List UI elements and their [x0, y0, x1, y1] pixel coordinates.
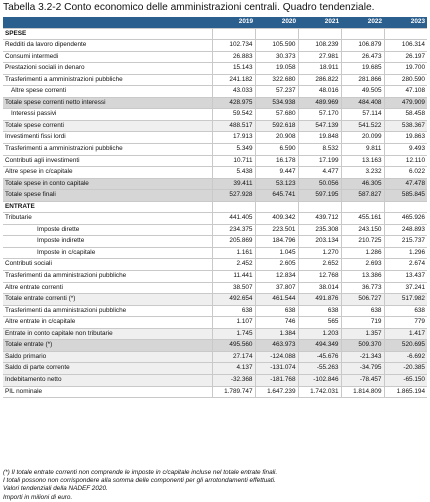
value-cell: 2.693 [341, 259, 384, 271]
note-line: Valori tendenziali della NADEF 2020. [3, 485, 108, 493]
value-cell: 48.016 [298, 86, 341, 98]
table-row [3, 132, 427, 144]
value-cell: 1.384 [255, 328, 298, 340]
value-cell: 57.170 [298, 109, 341, 121]
value-cell: 19.863 [384, 132, 427, 144]
table-row [3, 120, 427, 132]
value-cell: 1.417 [384, 328, 427, 340]
value-cell: 489.969 [298, 97, 341, 109]
value-cell: 2.452 [212, 259, 255, 271]
value-cell [255, 201, 298, 213]
value-cell: 455.161 [341, 213, 384, 225]
value-cell: 746 [255, 317, 298, 329]
value-cell: 27.981 [298, 51, 341, 63]
value-cell: 597.195 [298, 190, 341, 202]
value-cell: 1.296 [384, 247, 427, 259]
table-row [3, 247, 427, 259]
value-cell: 638 [384, 305, 427, 317]
value-cell: 592.618 [255, 120, 298, 132]
table-row [3, 86, 427, 98]
value-cell: 645.741 [255, 190, 298, 202]
value-cell: -45.676 [298, 351, 341, 363]
value-cell: 587.827 [341, 190, 384, 202]
table-row [3, 328, 427, 340]
value-cell: 12.110 [384, 155, 427, 167]
value-cell [341, 28, 384, 40]
value-cell: 18.911 [298, 63, 341, 75]
value-cell: 58.458 [384, 109, 427, 121]
table-row [3, 340, 427, 352]
value-cell: 5.438 [212, 167, 255, 179]
value-cell: 492.654 [212, 294, 255, 306]
row-label: ENTRATE [3, 201, 212, 213]
value-cell: 4.477 [298, 167, 341, 179]
value-cell: 20.099 [341, 132, 384, 144]
table-row [3, 374, 427, 386]
value-cell: 13.163 [341, 155, 384, 167]
value-cell: -34.795 [341, 363, 384, 375]
value-cell: 57.237 [255, 86, 298, 98]
table-row [3, 155, 427, 167]
value-cell: 17.199 [298, 155, 341, 167]
value-cell: 517.982 [384, 294, 427, 306]
value-cell: 538.367 [384, 120, 427, 132]
value-cell: 38.507 [212, 282, 255, 294]
value-cell: -102.846 [298, 374, 341, 386]
value-cell: 441.405 [212, 213, 255, 225]
value-cell: -181.768 [255, 374, 298, 386]
value-cell: 1.742.031 [298, 386, 341, 398]
economic-account-table [3, 17, 427, 398]
value-cell: 527.928 [212, 190, 255, 202]
value-cell: 43.033 [212, 86, 255, 98]
value-cell: 541.522 [341, 120, 384, 132]
value-cell: 27.174 [212, 351, 255, 363]
value-cell: 322.680 [255, 74, 298, 86]
table-title: Tabella 3.2-2 Conto economico delle amministrazioni centrali. Quadro tendenziale. [3, 2, 375, 13]
value-cell: 479.909 [384, 97, 427, 109]
value-cell [255, 28, 298, 40]
row-label: Tributarie [3, 213, 212, 225]
value-cell: 1.814.809 [341, 386, 384, 398]
row-label: Contributi sociali [3, 259, 212, 271]
value-cell: 506.727 [341, 294, 384, 306]
value-cell: 2.652 [298, 259, 341, 271]
value-cell: 210.725 [341, 236, 384, 248]
table-row [3, 63, 427, 75]
value-cell: 57.114 [341, 109, 384, 121]
table-row [3, 40, 427, 52]
value-cell: 37.241 [384, 282, 427, 294]
row-label: Prestazioni sociali in denaro [3, 63, 212, 75]
table-row [3, 317, 427, 329]
year-header: 2023 [384, 17, 427, 28]
value-cell: -131.074 [255, 363, 298, 375]
table-row [3, 282, 427, 294]
row-label: SPESE [3, 28, 212, 40]
value-cell: 215.737 [384, 236, 427, 248]
value-cell: 491.876 [298, 294, 341, 306]
value-cell: 19.058 [255, 63, 298, 75]
row-label: Trasferimenti da amministrazioni pubbliche [3, 271, 212, 283]
value-cell: 47.108 [384, 86, 427, 98]
value-cell: 10.711 [212, 155, 255, 167]
value-cell: 638 [298, 305, 341, 317]
value-cell [298, 201, 341, 213]
value-cell: 484.408 [341, 97, 384, 109]
table-row [3, 363, 427, 375]
value-cell: 223.501 [255, 224, 298, 236]
value-cell: -55.263 [298, 363, 341, 375]
year-header: 2019 [212, 17, 255, 28]
value-cell: 779 [384, 317, 427, 329]
value-cell: -78.457 [341, 374, 384, 386]
row-label: Redditi da lavoro dipendente [3, 40, 212, 52]
value-cell: 108.239 [298, 40, 341, 52]
row-label: Totale entrate correnti (*) [3, 294, 212, 306]
value-cell: 59.542 [212, 109, 255, 121]
value-cell [212, 28, 255, 40]
value-cell: 9.447 [255, 167, 298, 179]
value-cell: 1.286 [341, 247, 384, 259]
note-line: (*) Il totale entrate correnti non comprende le imposte in c/capitale incluse nel totale entrate finali. [3, 469, 278, 476]
value-cell [384, 201, 427, 213]
value-cell: 1.745 [212, 328, 255, 340]
value-cell: 9.811 [341, 144, 384, 156]
value-cell: 39.411 [212, 178, 255, 190]
table-body [3, 28, 427, 398]
year-header: 2022 [341, 17, 384, 28]
value-cell: 1.357 [341, 328, 384, 340]
value-cell [341, 201, 384, 213]
value-cell: -32.368 [212, 374, 255, 386]
value-cell: 36.773 [341, 282, 384, 294]
value-cell: 241.182 [212, 74, 255, 86]
value-cell: 638 [255, 305, 298, 317]
value-cell: 1.161 [212, 247, 255, 259]
value-cell: 105.590 [255, 40, 298, 52]
value-cell: 3.232 [341, 167, 384, 179]
row-label: Imposte dirette [3, 224, 212, 236]
row-label: Totale entrate (*) [3, 340, 212, 352]
table-notes [3, 469, 427, 502]
note-line: Importi in milioni di euro. [3, 493, 73, 501]
value-cell: 2.674 [384, 259, 427, 271]
value-cell: 6.022 [384, 167, 427, 179]
row-label: Trasferimenti a amministrazioni pubbliche [3, 74, 212, 86]
value-cell: 19.848 [298, 132, 341, 144]
value-cell: 46.305 [341, 178, 384, 190]
year-header: 2021 [298, 17, 341, 28]
value-cell [212, 201, 255, 213]
row-label: Interessi passivi [3, 109, 212, 121]
value-cell: 428.975 [212, 97, 255, 109]
row-label: Totale spese finali [3, 190, 212, 202]
value-cell: -65.150 [384, 374, 427, 386]
row-label: Saldo di parte corrente [3, 363, 212, 375]
row-label: Imposte in c/capitale [3, 247, 212, 259]
value-cell: 53.123 [255, 178, 298, 190]
row-label: Saldo primario [3, 351, 212, 363]
value-cell: 102.734 [212, 40, 255, 52]
table-row [3, 167, 427, 179]
value-cell: 30.373 [255, 51, 298, 63]
table-row [3, 386, 427, 398]
value-cell [384, 28, 427, 40]
row-label: Trasferimenti a amministrazioni pubbliche [3, 144, 212, 156]
value-cell: 26.197 [384, 51, 427, 63]
value-cell: 106.879 [341, 40, 384, 52]
table-row [3, 190, 427, 202]
value-cell: 465.926 [384, 213, 427, 225]
value-cell: 19.700 [384, 63, 427, 75]
row-label: Totale spese correnti [3, 120, 212, 132]
table-row [3, 236, 427, 248]
value-cell: 281.866 [341, 74, 384, 86]
table-row [3, 201, 427, 213]
value-cell: 638 [341, 305, 384, 317]
row-label: Entrate in conto capitale non tributarie [3, 328, 212, 340]
table-row [3, 51, 427, 63]
value-cell: 5.349 [212, 144, 255, 156]
value-cell: 8.532 [298, 144, 341, 156]
value-cell: 6.590 [255, 144, 298, 156]
row-label: Altre entrate in c/capitale [3, 317, 212, 329]
row-label: Indebitamento netto [3, 374, 212, 386]
row-label: Altre entrate correnti [3, 282, 212, 294]
table-row [3, 109, 427, 121]
table-row [3, 259, 427, 271]
value-cell: -124.088 [255, 351, 298, 363]
value-cell: 13.437 [384, 271, 427, 283]
table-row [3, 178, 427, 190]
value-cell: 37.807 [255, 282, 298, 294]
value-cell: 16.178 [255, 155, 298, 167]
value-cell: 286.822 [298, 74, 341, 86]
table-row [3, 213, 427, 225]
value-cell: 494.349 [298, 340, 341, 352]
value-cell: 509.370 [341, 340, 384, 352]
value-cell: 49.505 [341, 86, 384, 98]
row-label: Altre spese in c/capitale [3, 167, 212, 179]
value-cell: 26.883 [212, 51, 255, 63]
value-cell: 1.789.747 [212, 386, 255, 398]
table-row [3, 97, 427, 109]
value-cell: 1.647.239 [255, 386, 298, 398]
value-cell: 57.680 [255, 109, 298, 121]
row-label: Contributi agli investimenti [3, 155, 212, 167]
value-cell: 19.685 [341, 63, 384, 75]
row-label: Investimenti fissi lordi [3, 132, 212, 144]
value-cell: 4.137 [212, 363, 255, 375]
value-cell: -20.385 [384, 363, 427, 375]
value-cell: 9.493 [384, 144, 427, 156]
header-row [3, 17, 427, 28]
table-row [3, 144, 427, 156]
value-cell: 1.203 [298, 328, 341, 340]
value-cell: 461.544 [255, 294, 298, 306]
value-cell: 1.270 [298, 247, 341, 259]
table-row [3, 74, 427, 86]
value-cell: 235.308 [298, 224, 341, 236]
value-cell: 409.342 [255, 213, 298, 225]
value-cell: 565 [298, 317, 341, 329]
value-cell: 534.938 [255, 97, 298, 109]
value-cell: 1.045 [255, 247, 298, 259]
value-cell: 12.834 [255, 271, 298, 283]
row-label: Altre spese correnti [3, 86, 212, 98]
value-cell: 280.590 [384, 74, 427, 86]
value-cell: 2.605 [255, 259, 298, 271]
value-cell: 12.768 [298, 271, 341, 283]
row-label: Imposte indirette [3, 236, 212, 248]
value-cell: 520.695 [384, 340, 427, 352]
value-cell: 1.107 [212, 317, 255, 329]
table-row [3, 351, 427, 363]
value-cell: 17.913 [212, 132, 255, 144]
value-cell: 50.056 [298, 178, 341, 190]
value-cell: 463.973 [255, 340, 298, 352]
value-cell: 234.375 [212, 224, 255, 236]
year-header: 2020 [255, 17, 298, 28]
table-row [3, 305, 427, 317]
value-cell: 20.908 [255, 132, 298, 144]
value-cell: 13.386 [341, 271, 384, 283]
row-label: PIL nominale [3, 386, 212, 398]
value-cell: -6.692 [384, 351, 427, 363]
table-row [3, 271, 427, 283]
value-cell: 488.517 [212, 120, 255, 132]
value-cell: 585.845 [384, 190, 427, 202]
value-cell: 248.893 [384, 224, 427, 236]
value-cell: 26.473 [341, 51, 384, 63]
value-cell: 106.314 [384, 40, 427, 52]
value-cell: 47.478 [384, 178, 427, 190]
value-cell [298, 28, 341, 40]
value-cell: 638 [212, 305, 255, 317]
value-cell: 205.869 [212, 236, 255, 248]
row-label: Totale spese correnti netto interessi [3, 97, 212, 109]
row-label: Totale spese in conto capitale [3, 178, 212, 190]
header-label-cell [3, 17, 212, 28]
value-cell: 1.865.194 [384, 386, 427, 398]
table-row [3, 224, 427, 236]
value-cell: -21.343 [341, 351, 384, 363]
note-line: I totali possono non corrispondere alla somma delle componenti per gli arrotondamenti effettuati. [3, 477, 276, 485]
value-cell: 184.796 [255, 236, 298, 248]
value-cell: 15.143 [212, 63, 255, 75]
row-label: Consumi intermedi [3, 51, 212, 63]
value-cell: 439.712 [298, 213, 341, 225]
value-cell: 38.014 [298, 282, 341, 294]
table-row [3, 28, 427, 40]
table-row [3, 294, 427, 306]
value-cell: 203.134 [298, 236, 341, 248]
value-cell: 719 [341, 317, 384, 329]
row-label: Trasferimenti da amministrazioni pubbliche [3, 305, 212, 317]
value-cell: 11.441 [212, 271, 255, 283]
value-cell: 495.560 [212, 340, 255, 352]
value-cell: 547.139 [298, 120, 341, 132]
value-cell: 243.150 [341, 224, 384, 236]
